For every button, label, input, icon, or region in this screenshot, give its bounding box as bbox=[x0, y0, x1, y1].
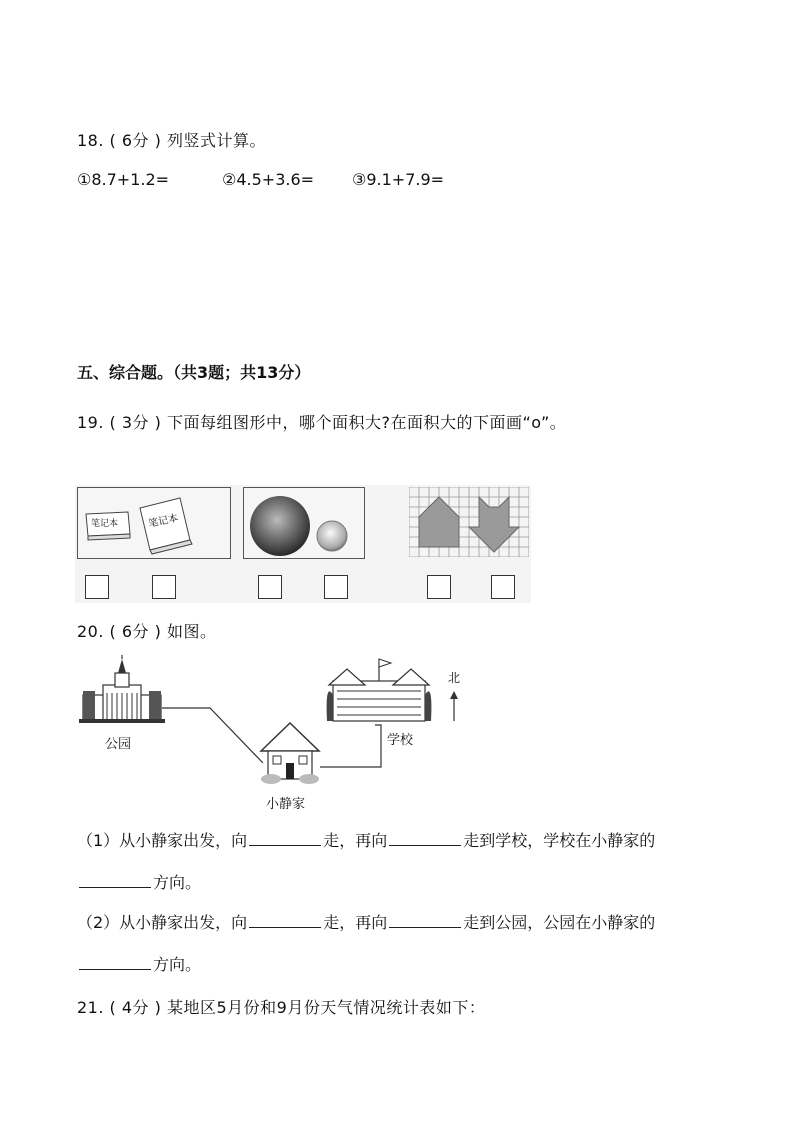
q20-line-1-text-b: 走，再向 bbox=[323, 831, 388, 850]
answer-box-4[interactable] bbox=[324, 575, 348, 599]
arrow-shape bbox=[469, 497, 519, 552]
q20-line-2-text-b: 走，再向 bbox=[323, 913, 388, 932]
north-label: 北 bbox=[448, 671, 461, 685]
q20-line-1-text-c: 走到学校，学校在小静家的 bbox=[463, 831, 656, 850]
q20-line-2-cont bbox=[77, 952, 201, 975]
q19-group-notebooks bbox=[77, 487, 231, 559]
q19-group-grid bbox=[409, 487, 529, 557]
q20-line-1 bbox=[77, 828, 655, 851]
grid-shapes-illustration bbox=[409, 487, 529, 557]
park-building-icon bbox=[79, 655, 165, 723]
small-coin bbox=[317, 521, 347, 551]
q18-item-2: ②4.5+3.6= bbox=[222, 170, 315, 189]
q18-item-3: ③9.1+7.9= bbox=[352, 170, 445, 189]
pentagon-shape bbox=[419, 497, 459, 547]
answer-box-2[interactable] bbox=[152, 575, 176, 599]
answer-box-1[interactable] bbox=[85, 575, 109, 599]
q19-title: 19. ( 3分 ) 下面每组图形中，哪个面积大?在面积大的下面画“o”。 bbox=[77, 413, 567, 432]
q20-blank-6[interactable] bbox=[79, 953, 151, 970]
q20-line-2 bbox=[77, 910, 655, 933]
q20-map bbox=[75, 655, 475, 815]
q19-group-coins bbox=[243, 487, 365, 559]
park-label: 公园 bbox=[105, 737, 132, 752]
q20-line-1-cont bbox=[77, 870, 201, 893]
section-5-title: 五、综合题。（共3题；共13分） bbox=[77, 363, 311, 382]
q20-line-2-text-a: （2）从小静家出发，向 bbox=[77, 913, 248, 932]
q20-title: 20. ( 6分 ) 如图。 bbox=[77, 622, 217, 641]
school-building-icon bbox=[327, 659, 432, 721]
q20-blank-2[interactable] bbox=[389, 829, 461, 846]
q18-item-1: ①8.7+1.2= bbox=[77, 170, 170, 189]
q21-title: 21. ( 4分 ) 某地区5月份和9月份天气情况统计表如下： bbox=[77, 998, 486, 1017]
q20-line-2-text-c: 走到公园，公园在小静家的 bbox=[463, 913, 656, 932]
answer-box-3[interactable] bbox=[258, 575, 282, 599]
q20-line-2-text-d: 方向。 bbox=[153, 955, 202, 974]
north-arrow-icon bbox=[450, 691, 458, 721]
q18-title: 18. ( 6分 ) 列竖式计算。 bbox=[77, 131, 266, 150]
path-home-school bbox=[320, 725, 381, 767]
home-label: 小静家 bbox=[266, 797, 306, 812]
q20-line-1-text-a: （1）从小静家出发，向 bbox=[77, 831, 248, 850]
large-coin bbox=[250, 496, 310, 556]
map-illustration bbox=[75, 655, 475, 815]
small-notebook-label: 笔记本 bbox=[91, 519, 119, 529]
home-house-icon bbox=[261, 723, 319, 784]
q19-figure bbox=[75, 485, 531, 603]
answer-box-6[interactable] bbox=[491, 575, 515, 599]
q20-blank-4[interactable] bbox=[249, 911, 321, 928]
school-label: 学校 bbox=[387, 733, 414, 748]
q20-blank-5[interactable] bbox=[389, 911, 461, 928]
q20-blank-1[interactable] bbox=[249, 829, 321, 846]
coins-illustration bbox=[244, 488, 364, 558]
large-notebook-label: 笔记本 bbox=[147, 512, 180, 530]
path-park-home bbox=[162, 708, 263, 763]
q20-line-1-text-d: 方向。 bbox=[153, 873, 202, 892]
answer-box-5[interactable] bbox=[427, 575, 451, 599]
q20-blank-3[interactable] bbox=[79, 871, 151, 888]
